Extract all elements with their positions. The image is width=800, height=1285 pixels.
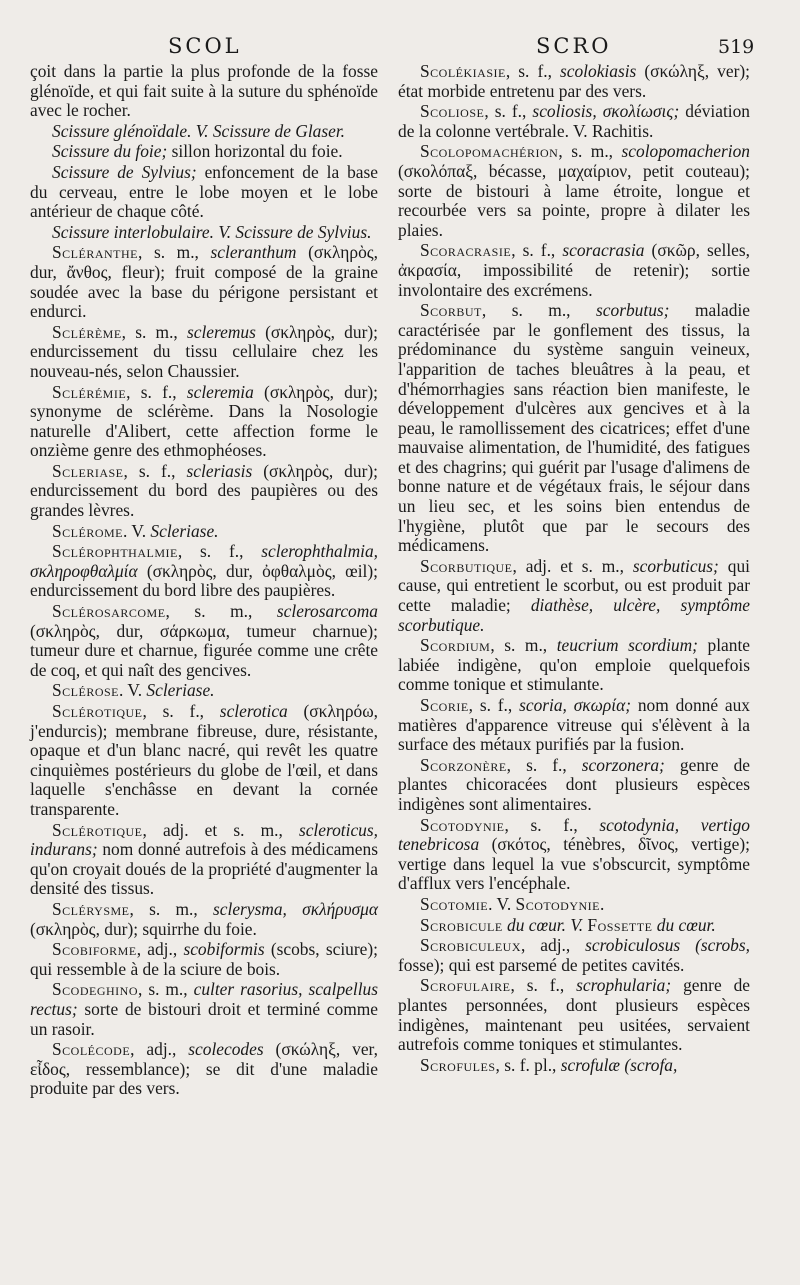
entry-headword: Scleriase (52, 460, 124, 481)
entry-text: , adj., (130, 1039, 189, 1060)
entry-definition: (σκληρὸς, dur, ἄνθος, fleur); fruit composé de la graine soudée avec la base du périgone persistant et endurci. (30, 242, 378, 322)
entry-definition: nom donné aux matières d'apparence vitreuse qui s'élèvent à la surface des métaux purifiés par la fusion. (398, 695, 751, 755)
entry-text: , s. f., (504, 814, 600, 835)
dictionary-entry (30, 142, 378, 162)
dictionary-entry (30, 821, 378, 899)
entry-headword: Scotomie (420, 893, 489, 914)
dictionary-entry (30, 602, 378, 680)
dictionary-entry (30, 462, 378, 521)
entry-definition: (σκληρὸς, dur, σάρκωμα, tumeur charnue); tumeur dure et charnue, figurée comme une crête de coq, et qui naît des gencives. (30, 620, 378, 680)
entry-text: , s. m., (121, 321, 187, 342)
entry-text: , s. m., (165, 601, 277, 622)
entry-text: , s. f., (511, 240, 563, 261)
entry-text: , s. f., (484, 101, 533, 122)
entry-headword: Sclérémie (52, 381, 127, 402)
entry-definition: plante labiée indigène, qu'on emploie quelquefois comme tonique et stimulante. (398, 635, 750, 695)
entry-definition: qui cause, qui entretient le scorbut, ou est produit par cette maladie; (398, 555, 750, 616)
dictionary-entry (398, 916, 750, 936)
entry-text: , adj., (136, 939, 184, 960)
dictionary-entry (30, 702, 378, 820)
dictionary-entry (30, 900, 378, 939)
entry-headword: Sclérotique (52, 701, 143, 721)
entry-headword: Scrobicule (420, 914, 503, 935)
entry-term: scorzonera; (581, 754, 665, 775)
entry-term: scotodynia, vertigo tenebricosa (398, 814, 750, 855)
entry-headword: Sclérome (52, 520, 124, 541)
entry-term: scorbutus; (596, 300, 670, 321)
dictionary-entry (30, 163, 378, 222)
entry-term: scleremus (186, 321, 256, 342)
dictionary-entry (30, 980, 378, 1039)
entry-term: scolokiasis (560, 61, 637, 81)
entry-text: , s. m., (490, 635, 557, 656)
entry-term: scoliosis, σκολίωσις; (532, 101, 680, 122)
entry-headword: Sclérysme (52, 898, 130, 919)
dictionary-entry (398, 816, 750, 894)
dictionary-entry (398, 895, 750, 915)
entry-definition: genre de plantes personnées, dont plusieurs espèces indigènes, maintenant peu usitées, servaient autrefois comme toniques et stimulantes. (398, 975, 750, 1055)
entry-text: . V. (119, 680, 147, 701)
entry-term: scrophularia; (576, 975, 672, 996)
dictionary-entry (398, 756, 750, 815)
entry-term: sclerotica (219, 701, 288, 721)
entry-term: scleranthum (210, 242, 297, 263)
dictionary-entry (30, 122, 378, 142)
entry-term: scleriasis (186, 460, 253, 481)
entry-definition: (σκληρὸς, dur); squirrhe du foie. (30, 918, 257, 939)
entry-headword: Scléranthe (52, 242, 138, 263)
dictionary-entry (398, 301, 750, 556)
dictionary-entry (398, 936, 750, 975)
entry-text: , s. f., (505, 61, 560, 81)
entry-definition: (σκληρὸς, dur, ὀφθαλμὸς, œil); endurcissement du bord libre des paupières. (30, 560, 378, 601)
entry-headword: Sclérotique (52, 819, 143, 840)
entry-text: Scissure interlobulaire. V. Scissure de Sylvius. (52, 221, 372, 242)
entry-term: culter rasorius, scalpellus rectus; (30, 979, 379, 1019)
entry-text: , s. f., (510, 975, 577, 996)
entry-text: , s. m., (129, 898, 213, 919)
entry-definition: (σκολόπαξ, bécasse, μαχαίριον, petit couteau); sorte de bistouri à lame étroite, longue et recourbée vers sa pointe, propre à dilater les plaies. (398, 160, 750, 240)
entry-headword: Scolopomachérion (420, 141, 559, 162)
dictionary-entry (398, 62, 750, 101)
entry-text: çoit dans la partie la plus profonde de la fosse glénoïde, et qui fait suite à la suture du sphénoïde avec le rocher. (30, 61, 378, 121)
entry-definition: (σκώληξ, ver, εἶδος, ressemblance); se dit d'une maladie produite par des vers. (30, 1039, 378, 1099)
entry-headword: Sclérosarcome (52, 601, 166, 622)
dictionary-entry (398, 241, 750, 300)
entry-tail: diathèse, ulcère, symptôme scorbutique. (398, 595, 750, 635)
running-head-left: SCOL (168, 34, 242, 58)
entry-definition: (σκληρὸς, dur); endurcissement du bord des paupières ou des grandes lèvres. (30, 460, 378, 521)
entry-text: , adj. et s. m., (512, 555, 633, 576)
dictionary-entry (30, 243, 378, 321)
entry-term: du cœur. V. (507, 914, 584, 935)
entry-headword: Sclérème (52, 321, 122, 342)
entry-text: . V. (123, 520, 151, 541)
entry-headword: Scrofulaire (420, 975, 511, 996)
entry-text: . V. (488, 893, 516, 914)
dictionary-entry (30, 940, 378, 979)
entry-text: , adj. et s. m., (142, 819, 299, 840)
entry-text: Scissure glénoïdale. V. Scissure de Glaser. (52, 120, 346, 141)
entry-headword: Scolékiasie (420, 61, 506, 81)
entry-text: , s. m., (558, 141, 622, 162)
entry-term: teucrium scordium; (556, 635, 698, 656)
entry-term: scrobiculosus (scrobs, (585, 935, 750, 956)
running-head (0, 34, 800, 64)
entry-headword: Scorzonère (420, 754, 507, 775)
entry-crossref: Fossette (587, 914, 653, 935)
entry-definition: maladie caractérisée par le gonflement des tissus, la prédominance du système sanguin veineux, l'apparition de taches bleuâtres à la peau, et d'hémorrhagies sans réaction bien manifeste, le développement d'ulcères aux gencives et à la peau, le ramollissement des cicatrices; effet d'une mauvaise alimentation, de l'humidité, des fatigues et des chagrins; qui guérit par l'usage d'alimens de bonne nature et de végétaux frais, le séjour dans un lieu sec, et les soins bien entendus de l'hygiène, plutôt que par le secours des médicamens. (398, 300, 751, 556)
entry-text: , s. m., (138, 242, 211, 263)
dictionary-entry (398, 557, 750, 635)
entry-definition: (σκῶρ, selles, ἀκρασία, impossibilité de retenir); sortie involontaire des excrémens. (398, 240, 750, 300)
entry-text: , adj., (521, 935, 586, 956)
entry-text: sillon horizontal du foie. (167, 141, 343, 162)
entry-text: , s. f., (468, 695, 520, 715)
entry-term: scrofulæ (scrofa, (560, 1054, 678, 1075)
dictionary-entry (398, 696, 750, 755)
entry-headword: Scorbut (420, 300, 482, 321)
entry-term: scorbuticus; (632, 555, 719, 576)
entry-text: , s. m., (138, 979, 194, 1000)
entry-headword: Sclérophthalmie (52, 541, 178, 562)
page-number: 519 (718, 36, 755, 58)
entry-term: sclerophthalmia, σκληροφθαλμία (30, 541, 378, 581)
entry-term: scolecodes (188, 1039, 264, 1060)
entry-term: scleremia (186, 381, 254, 402)
dictionary-entry (398, 636, 750, 695)
entry-term: Scleriase. (150, 520, 219, 541)
left-column (30, 62, 378, 1100)
entry-definition: sorte de bistouri droit et terminé comme un rasoir. (30, 998, 378, 1039)
entry-term: sclerysma, σκλήρυσμα (213, 898, 378, 919)
dictionary-entry (30, 522, 378, 542)
entry-term: Scissure de Sylvius; (52, 161, 197, 182)
entry-tail: du cœur. (652, 914, 716, 935)
entry-headword: Scolécode (52, 1039, 131, 1060)
dictionary-entry (398, 1056, 750, 1076)
running-head-center: SCRO (536, 34, 612, 58)
dictionary-entry (398, 976, 750, 1054)
entry-headword: Scrobiculeux (420, 935, 522, 956)
entry-text: , s. f. pl., (495, 1054, 561, 1075)
entry-headword: Scorbutique (420, 555, 513, 576)
dictionary-entry (398, 102, 750, 141)
entry-definition: déviation de la colonne vertébrale. V. Rachitis. (398, 101, 751, 141)
dictionary-entry (30, 383, 378, 461)
entry-term: sclerosarcoma (276, 601, 378, 622)
entry-term: scoracrasia (562, 240, 645, 261)
dictionary-entry (30, 223, 378, 243)
entry-term: Scleriase. (146, 680, 215, 701)
entry-text: , s. m., (481, 300, 597, 321)
entry-text: , s. f., (506, 754, 582, 775)
right-column (398, 62, 750, 1076)
dictionary-entry (398, 142, 750, 240)
entry-headword: Scotodynie (420, 814, 505, 835)
entry-term: Scissure du foie; (52, 141, 168, 162)
entry-headword: Scorie (420, 695, 469, 715)
entry-term: scleroticus, indurans; (30, 819, 378, 860)
entry-term: scolopomacherion (621, 141, 750, 162)
entry-definition: (scobs, sciure); qui ressemble à de la sciure de bois. (30, 939, 378, 979)
entry-headword: Scobiforme (52, 939, 137, 960)
entry-definition: (σκληρὸς, dur); endurcissement du tissu cellulaire chez les nouveau-nés, selon Chaussier. (30, 321, 378, 381)
dictionary-entry (30, 1040, 378, 1099)
entry-headword: Scordium (420, 635, 491, 656)
entry-text: , s. f., (123, 460, 187, 481)
entry-headword: Scrofules (420, 1054, 496, 1075)
entry-definition: nom donné autrefois à des médicamens qu'on croyait doués de la propriété d'augmenter la densité des tissus. (30, 839, 378, 899)
entry-headword: Scoliose (420, 101, 485, 122)
entry-text: , s. f., (142, 701, 220, 721)
entry-definition: (σκώληξ, ver); état morbide entretenu par des vers. (398, 61, 750, 101)
entry-definition: (σκληρόω, j'endurcis); membrane fibreuse, dure, résistante, opaque et d'un blanc nacré, qui revêt les quatre cinquièmes postérieurs du globe de l'œil, et dans laquelle s'enchâsse en devant la cornée transparente. (30, 701, 378, 819)
dictionary-entry (30, 681, 378, 701)
entry-headword: Scoracrasie (420, 240, 512, 261)
entry-term: scoria, σκωρία; (519, 695, 632, 715)
dictionary-entry (30, 323, 378, 382)
entry-text: , s. f., (177, 541, 262, 562)
entry-text: enfoncement de la base du cerveau, entre le lobe moyen et le lobe antérieur de chaque côté. (30, 161, 379, 222)
entry-term: scobiformis (183, 939, 265, 960)
entry-definition: genre de plantes chicoracées dont plusieurs espèces indigènes sont alimentaires. (398, 754, 750, 814)
entry-headword: Sclérose (52, 680, 120, 701)
entry-definition: (σκότος, ténèbres, δῖνος, vertige); vertige dans lequel la vue s'obscurcit, symptôme d'afflux vers l'encéphale. (398, 834, 750, 894)
dictionary-entry (30, 542, 378, 601)
entry-text: , s. f., (126, 381, 187, 402)
entry-definition: fosse); qui est parsemé de petites cavités. (398, 954, 685, 975)
entry-headword: Scodeghino (52, 979, 138, 1000)
dictionary-entry (30, 62, 378, 121)
entry-definition: (σκληρὸς, dur); synonyme de sclérème. Dans la Nosologie naturelle d'Alibert, cette affection forme le onzième genre des ethmophéoses. (30, 381, 378, 461)
entry-crossref: Scotodynie. (515, 893, 605, 914)
